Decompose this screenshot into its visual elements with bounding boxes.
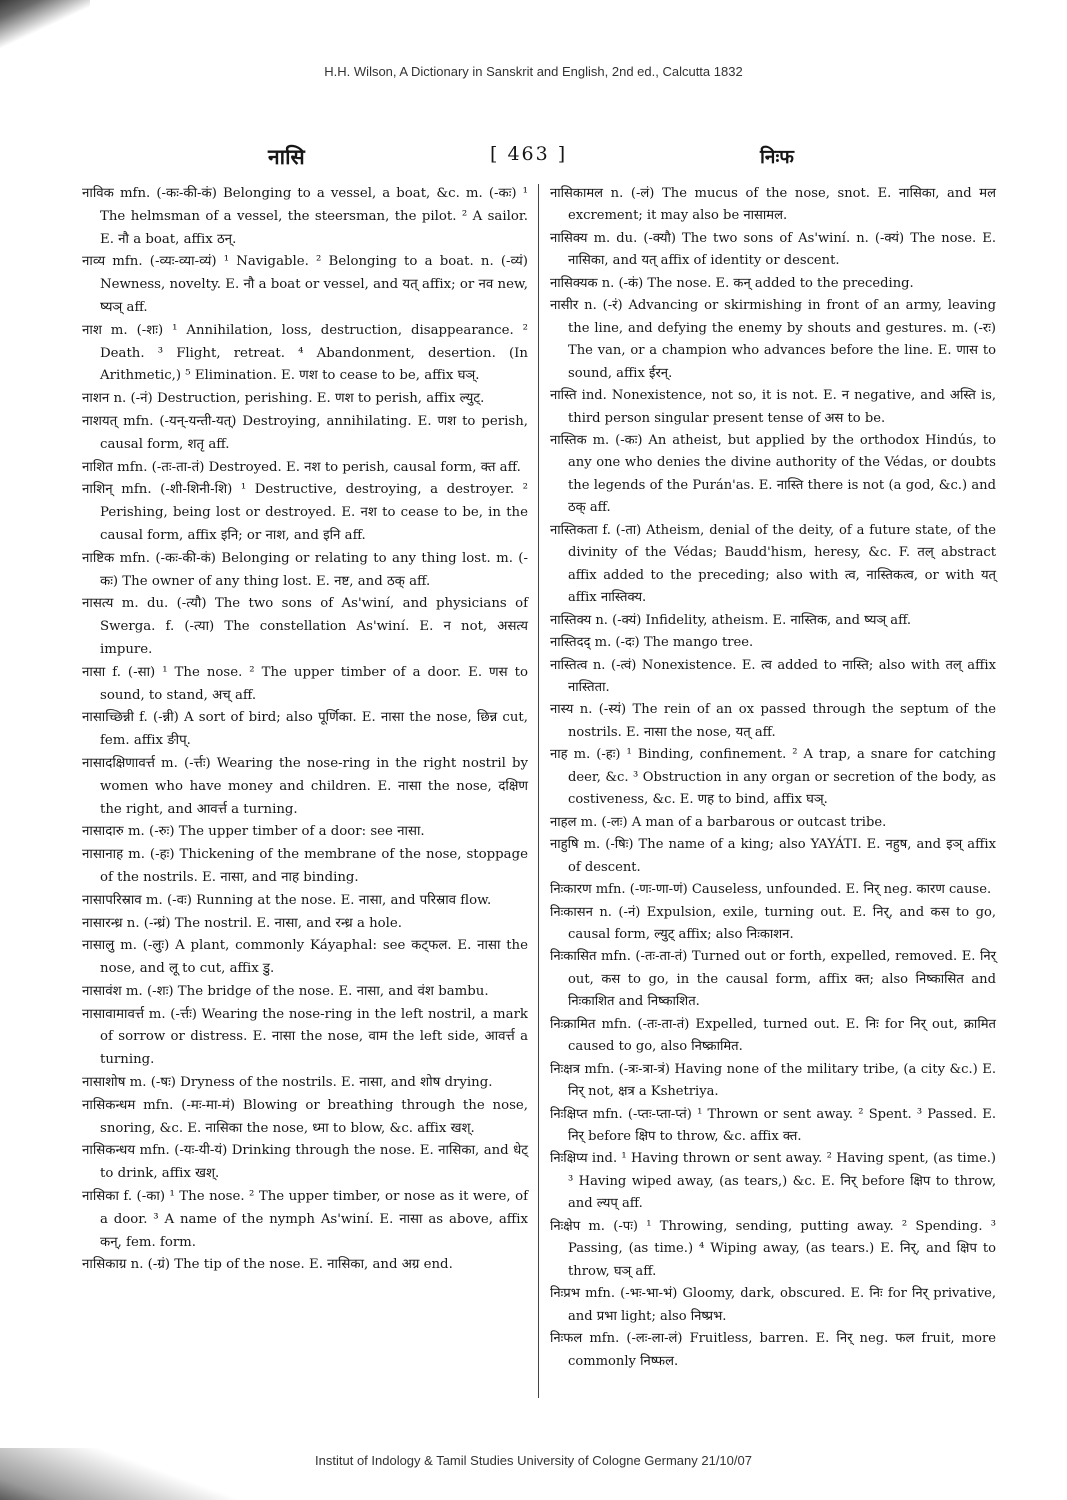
dictionary-entry: नासादारु m. (-रुः) The upper timber of a door: see नासा.: [82, 824, 425, 840]
dictionary-entry: नासावंश m. (-शः) The bridge of the nose. E. नासा, and वंश bambu.: [82, 983, 489, 999]
dictionary-entry: नास्तिक m. (-कः) An atheist, but applied by the orthodox Hindús, to any one who denies the divine authority of the Védas, or doubts the legends of the Purán'as. E. नास्ति there is not (a god, &c.) and ठक् aff.: [550, 432, 996, 516]
dictionary-entry: नाशित mfn. (-तः-ता-तं) Destroyed. E. नश to perish, causal form, क्त aff.: [82, 459, 521, 475]
left-column: [82, 183, 528, 1277]
dictionary-entry: नाशिन् mfn. (-शी-शिनी-शि) ¹ Destructive, destroying, a destroyer. ² Perishing, being lost or destroyed. E. नश to cease to be, in the causal form, affix इनि; or नाश, and इनि aff.: [82, 482, 528, 543]
dictionary-entry: नाश m. (-शः) ¹ Annihilation, loss, destruction, disappearance. ² Death. ³ Flight, retreat. ⁴ Abandonment, desertion. (In Arithmetic,) ⁵ Elimination. E. णश to cease to be, affix घञ्.: [82, 322, 528, 384]
dictionary-entry: नासावामावर्त्त m. (-र्त्तः) Wearing the nose-ring in the left nostril, a mark of sorrow or distress. E. नासा the nose, वाम the left side, आवर्त्त a turning.: [82, 1006, 528, 1068]
dictionary-entry: नास्ति ind. Nonexistence, not so, it is not. E. न negative, and अस्ति is, third person singular present tense of अस to be.: [550, 388, 996, 426]
dictionary-entry: नासिकामल n. (-लं) The mucus of the nose, snot. E. नासिका, and मल excrement; it may also be नासामल.: [550, 186, 996, 224]
dictionary-entry: निःक्षिप्त mfn. (-प्तः-प्ता-प्तं) ¹ Thrown or sent away. ² Spent. ³ Passed. E. निर् before क्षिप to throw, &c. affix क्त.: [550, 1106, 996, 1145]
right-column: [550, 183, 996, 1373]
dictionary-entry: निःफल mfn. (-लः-ला-लं) Fruitless, barren. E. निर् neg. फल fruit, more commonly निष्फल.: [550, 1331, 996, 1369]
dictionary-entry: नासालु m. (-लुः) A plant, commonly Káyaphal: see कट्फल. E. नासा the nose, and लू to cut, affix डु.: [82, 938, 528, 977]
dictionary-entry: निःक्षेप m. (-पः) ¹ Throwing, sending, putting away. ² Spending. ³ Passing, (as time.) ⁴ Wiping away, (as tears.) E. निर्, and क्षिप to throw, घञ् aff.: [550, 1218, 996, 1279]
dictionary-entry: निःकासित mfn. (-तः-ता-तं) Turned out or forth, expelled, removed. E. निर् out, कस to go, in the causal form, affix क्त; also निष्कासित and निःकाशित and निष्काशित.: [550, 949, 996, 1010]
dictionary-entry: नासाच्छिन्नी f. (-न्नी) A sort of bird; also पूर्णिका. E. नासा the nose, छिन्न cut, fem. affix ङीप्.: [82, 710, 528, 749]
right-running-headword: निःफ: [760, 146, 794, 168]
dictionary-entry: नाव्य mfn. (-व्यः-व्या-व्यं) ¹ Navigable. ² Belonging to a boat. n. (-व्यं) Newness, novelty. E. नौ a boat or vessel, and यत् affix; or नव new, ष्यञ् aff.: [82, 254, 528, 315]
column-divider: [538, 184, 539, 1398]
dictionary-entry: नास्तिक्य n. (-क्यं) Infidelity, atheism. E. नास्तिक, and ष्यञ् aff.: [550, 612, 912, 628]
dictionary-entry: नासादक्षिणावर्त्त m. (-र्त्तः) Wearing the nose-ring in the right nostril by women who have money and children. E. नासा the nose, दक्षिण the right, and आवर्त्त a turning.: [82, 755, 528, 817]
dictionary-entry: निःक्षत्र mfn. (-त्रः-त्रा-त्रं) Having none of the military tribe, (a city &c.) E. निर् not, क्षत्र a Kshetriya.: [550, 1061, 996, 1100]
dictionary-entry: नासिकन्धम mfn. (-मः-मा-मं) Blowing or breathing through the nose, snoring, &c. E. नासिका the nose, ध्मा to blow, &c. affix खश्.: [82, 1097, 528, 1136]
dictionary-entry: नासाशोष m. (-षः) Dryness of the nostrils. E. नासा, and शोष drying.: [82, 1075, 493, 1091]
dictionary-entry: नासानाह m. (-हः) Thickening of the membrane of the nose, stoppage of the nostrils. E. नासा, and नाह binding.: [82, 847, 528, 885]
scan-shadow-top-left: [0, 0, 90, 60]
dictionary-entry: नासिकन्धय mfn. (-यः-यी-यं) Drinking through the nose. E. नासिका, and धेट् to drink, affix खश्.: [82, 1143, 528, 1182]
dictionary-entry: नाहल m. (-लः) A man of a barbarous or outcast tribe.: [550, 814, 887, 830]
dictionary-entry: नाहुषि m. (-षिः) The name of a king; also YAYÁTI. E. नहुष, and इञ् affix of descent.: [550, 837, 996, 875]
dictionary-entry: नासापरिस्राव m. (-वः) Running at the nose. E. नासा, and परिस्राव flow.: [82, 892, 492, 908]
dictionary-entry: नाविक mfn. (-कः-की-कं) Belonging to a vessel, a boat, &c. m. (-कः) ¹ The helmsman of a vessel, the steersman, the pilot. ² A sailor. E. नौ a boat, affix ठन्.: [82, 186, 528, 247]
dictionary-entry: नासत्य m. du. (-त्यौ) The two sons of As'winí, and physicians of Swerga. f. (-त्या) The constellation As'winí. E. न not, असत्य impure.: [82, 596, 528, 657]
dictionary-entry: नास्तित्व n. (-त्वं) Nonexistence. E. त्व added to नास्ति; also with तल् affix नास्तिता.: [550, 657, 996, 695]
dictionary-entry: नाष्टिक mfn. (-कः-की-कं) Belonging or relating to any thing lost. m. (-कः) The owner of any thing lost. E. नष्ट, and ठक् aff.: [82, 550, 528, 589]
dictionary-entry: निःकारण mfn. (-णः-णा-णं) Causeless, unfounded. E. निर् neg. कारण cause.: [550, 882, 992, 898]
dictionary-entry: निःक्रामित mfn. (-तः-ता-तं) Expelled, turned out. E. निः for निर् out, क्रामित caused to go, also निष्क्रामित.: [550, 1016, 996, 1055]
page-number: [ 463 ]: [490, 143, 568, 165]
dictionary-entry: नासारन्ध्र n. (-न्ध्रं) The nostril. E. नासा, and रन्ध्र a hole.: [82, 915, 403, 931]
dictionary-entry: नासिक्यक n. (-कं) The nose. E. कन् added to the preceding.: [550, 275, 914, 291]
dictionary-entry: नास्तिकता f. (-ता) Atheism, denial of the deity, of a future state, of the divinity of the Védas; Baudd'hism, heresy, &c. F. तल् abstract affix added to the preceding; also with त्व, नास्तिकत्व, or with यत् affix नास्तिक्य.: [550, 522, 996, 606]
dictionary-entry: नाह m. (-हः) ¹ Binding, confinement. ² A trap, a snare for catching deer, &c. ³ Obstruction in any organ or secretion of the body, as costiveness, &c. E. णह to bind, affix घञ्.: [550, 747, 996, 808]
source-caption: H.H. Wilson, A Dictionary in Sanskrit and English, 2nd ed., Calcutta 1832: [324, 64, 743, 79]
page-header: [60, 143, 1007, 173]
dictionary-entry: निःकासन n. (-नं) Expulsion, exile, turning out. E. निर्, and कस to go, causal form, ल्युट् affix; also निःकाशन.: [550, 904, 996, 942]
dictionary-entry: नासीर n. (-रं) Advancing or skirmishing in front of an army, leaving the line, and defying the enemy by shouts and gestures. m. (-रः) The van, or a champion who advances before the line. E. णास to sound, affix ईरन्.: [550, 298, 996, 381]
institution-caption: Institut of Indology & Tamil Studies University of Cologne Germany 21/10/07: [315, 1453, 752, 1468]
dictionary-entry: नासिक्य m. du. (-क्यौ) The two sons of As'winí. n. (-क्यं) The nose. E. नासिका, and यत् affix of identity or descent.: [550, 230, 996, 269]
dictionary-entry: नास्य n. (-स्यं) The rein of an ox passed through the septum of the nostrils. E. नासा the nose, यत् aff.: [550, 702, 996, 740]
dictionary-entry: नास्तिदद् m. (-दः) The mango tree.: [550, 635, 754, 651]
left-running-headword: नासि: [268, 144, 305, 169]
dictionary-entry: नाशन n. (-नं) Destruction, perishing. E. णश to perish, affix ल्युट्.: [82, 391, 485, 407]
dictionary-entry: नाशयत् mfn. (-यन्-यन्ती-यत्) Destroying, annihilating. E. णश to perish, causal form, शतृ aff.: [82, 413, 528, 452]
dictionary-entry: नासा f. (-सा) ¹ The nose. ² The upper timber of a door. E. णस to sound, to stand, अच् aff.: [82, 664, 528, 703]
dictionary-entry: नासिका f. (-का) ¹ The nose. ² The upper timber, or nose as it were, of a door. ³ A name of the nymph As'winí. E. नासा as above, affix कन्, fem. form.: [82, 1189, 528, 1250]
dictionary-entry: निःक्षिप्य ind. ¹ Having thrown or sent away. ² Having spent, (as time.) ³ Having wiped away, (as tears,) &c. E. निर् before क्षिप to throw, and ल्यप् aff.: [550, 1151, 996, 1212]
dictionary-entry: नासिकाग्र n. (-ग्रं) The tip of the nose. E. नासिका, and अग्र end.: [82, 1257, 453, 1273]
dictionary-entry: निःप्रभ mfn. (-भः-भा-भं) Gloomy, dark, obscured. E. निः for निर् privative, and प्रभा light; also निष्प्रभ.: [550, 1286, 996, 1324]
